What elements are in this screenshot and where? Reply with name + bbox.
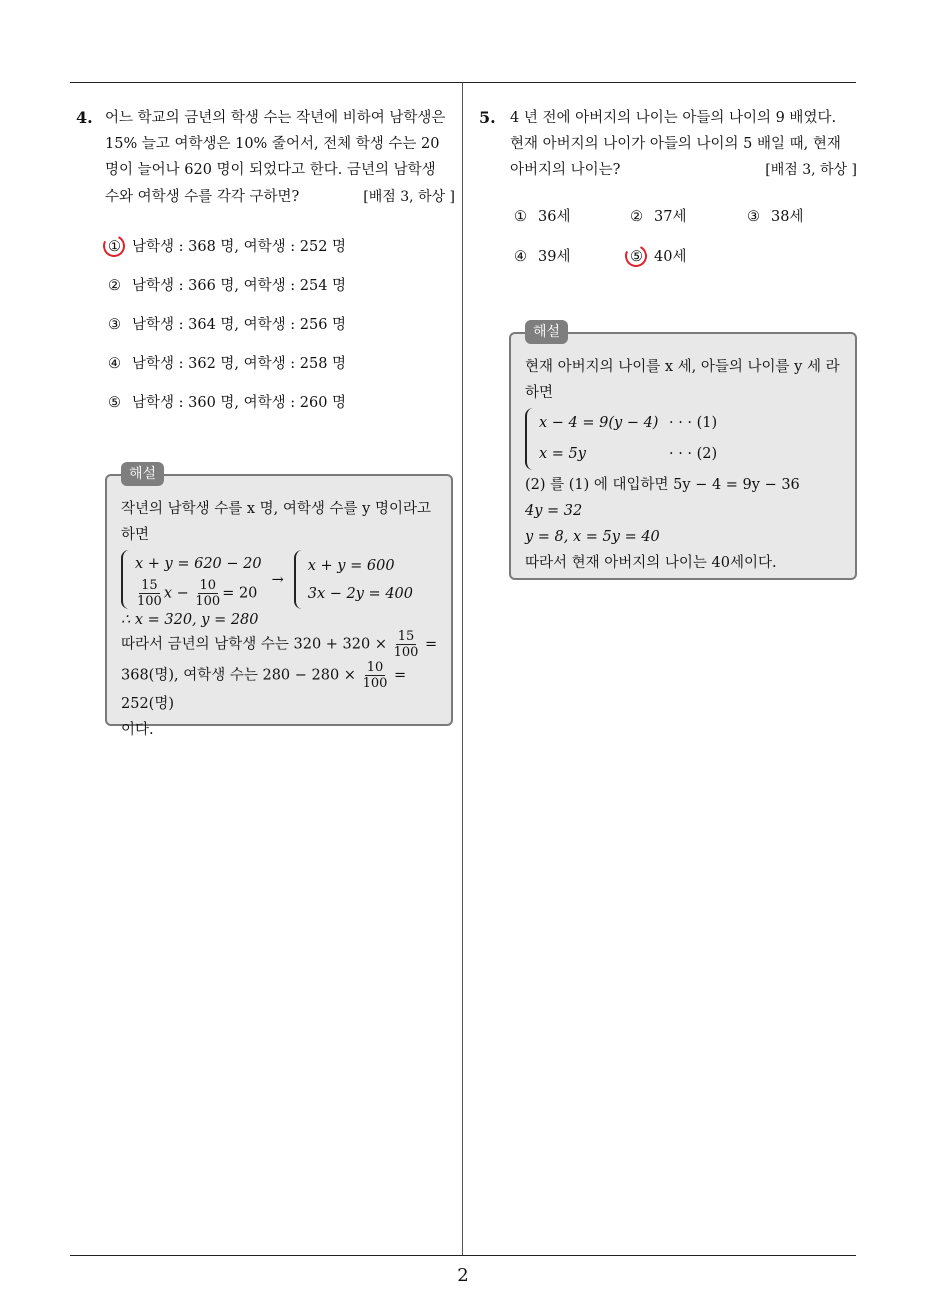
question-5 [476, 105, 857, 286]
solution-line: 4y = 32 [525, 503, 583, 519]
fraction: $\frac{10}{100}$ [362, 660, 388, 691]
fraction: $\frac{15}{100}$ [393, 629, 419, 660]
equation-system: x + y = 620 − 20 $\frac{15}{100}$ x − $\frac{10}{100}$ = 20 → x + y = 600 3x − 2y = 400 [121, 550, 439, 609]
question-line: 수와 여학생 수를 각각 구하면? [배점 3, 하상 ] [105, 184, 455, 210]
solution-line: 이다. [121, 722, 154, 738]
bottom-rule [70, 1255, 856, 1256]
brace [121, 550, 131, 609]
question-text [105, 105, 455, 210]
choice-5[interactable]: ⑤ 남학생 : 360 명, 여학생 : 260 명 [108, 394, 347, 411]
solution-line: 따라서 금년의 남학생 수는 320 + 320 × $\frac{15}{100}$ = [121, 629, 438, 660]
solution-line: 작년의 남학생 수를 x 명, 여학생 수를 y 명이라고 [121, 501, 431, 517]
solution-line: 368(명), 여학생 수는 280 − 280 × $\frac{10}{100}$ = 252(명) [121, 660, 407, 712]
solution-tag: 해설 [121, 462, 164, 486]
question-4 [70, 105, 455, 431]
question-line: 15% 늘고 여학생은 10% 줄어서, 전체 학생 수는 20 [105, 136, 440, 153]
solution-line: 현재 아버지의 나이를 x 세, 아들의 나이를 y 세 라 [525, 359, 840, 375]
arrow-icon: → [271, 571, 284, 588]
choice-3[interactable]: ③ 38세 [747, 208, 804, 225]
score-label: [배점 3, 하상 ] [765, 162, 857, 179]
choice-grid [510, 206, 857, 286]
solution-tag: 해설 [525, 320, 568, 344]
solution-line: (2) 를 (1) 에 대입하면 5y − 4 = 9y − 36 [525, 477, 800, 493]
choice-list [108, 236, 455, 431]
question-number: 5. [479, 108, 496, 127]
solution-box-5 [509, 324, 857, 580]
solution-line: 하면 [121, 527, 150, 543]
choice-1[interactable]: ① 36세 [514, 208, 571, 225]
equation-system: x − 4 = 9(y − 4) · · · (1) x = 5y · · · (2) [525, 408, 843, 470]
question-line: 현재 아버지의 나이가 아들의 나이의 5 배일 때, 현재 [510, 136, 841, 153]
fraction: $\frac{10}{100}$ [195, 578, 221, 609]
solution-line: y = 8, x = 5y = 40 [525, 529, 660, 545]
question-line: 어느 학교의 금년의 학생 수는 작년에 비하여 남학생은 [105, 110, 446, 126]
choice-2[interactable]: ② 남학생 : 366 명, 여학생 : 254 명 [108, 277, 347, 294]
page-number: 2 [457, 1265, 469, 1286]
choice-4[interactable]: ④ 39세 [514, 248, 571, 265]
brace [294, 550, 304, 609]
fraction: $\frac{15}{100}$ [137, 578, 162, 609]
column-divider [462, 83, 463, 1255]
question-line: 명이 늘어나 620 명이 되었다고 한다. 금년의 남학생 [105, 162, 436, 179]
choice-1[interactable]: ① 남학생 : 368 명, 여학생 : 252 명 [108, 236, 455, 275]
choice-5[interactable]: ⑤ 40세 [630, 246, 686, 268]
question-number: 4. [76, 108, 93, 127]
choice-3[interactable]: ③ 남학생 : 364 명, 여학생 : 256 명 [108, 316, 347, 333]
score-label: [배점 3, 하상 ] [363, 188, 455, 205]
question-text [510, 105, 857, 184]
solution-line: 하면 [525, 385, 554, 401]
question-line: 아버지의 나이는? [배점 3, 하상 ] [510, 157, 857, 183]
question-line: 4 년 전에 아버지의 나이는 아들의 나이의 9 배였다. [510, 110, 837, 126]
solution-box-4 [105, 466, 453, 738]
solution-line: ∴ x = 320, y = 280 [121, 612, 259, 628]
solution-line: 따라서 현재 아버지의 나이는 40세이다. [525, 555, 777, 571]
choice-4[interactable]: ④ 남학생 : 362 명, 여학생 : 258 명 [108, 355, 347, 372]
top-rule [70, 82, 856, 83]
choice-2[interactable]: ② 37세 [630, 208, 687, 225]
brace [525, 408, 535, 470]
